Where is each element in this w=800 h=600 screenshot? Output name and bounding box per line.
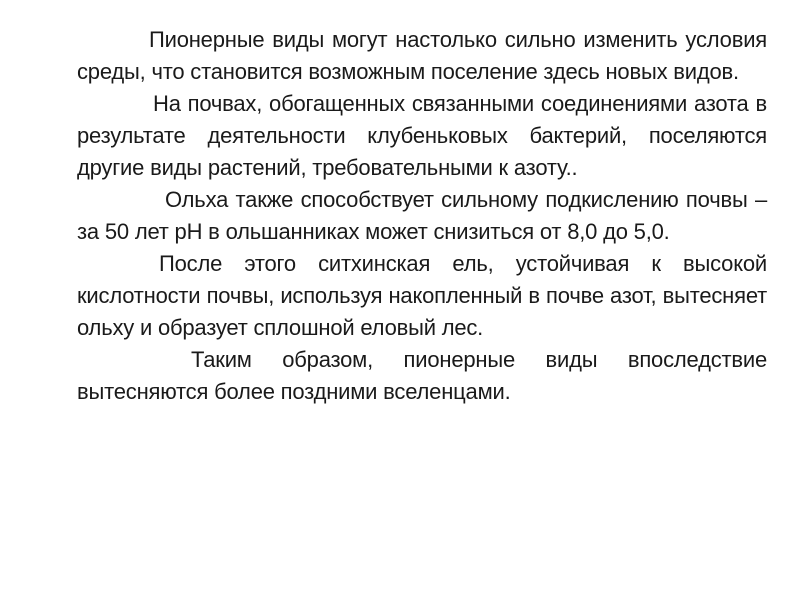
slide-text-body bbox=[77, 24, 767, 408]
paragraph-conclusion: Таким образом, пионерные виды впоследствие вытесняются более поздними вселенцами. bbox=[77, 347, 767, 404]
paragraph-alder-acidification: Ольха также способствует сильному подкислению почвы – за 50 лет рН в ольшанниках может снизиться от 8,0 до 5,0. bbox=[77, 187, 767, 244]
paragraph-sitka-spruce: После этого ситхинская ель, устойчивая к высокой кислотности почвы, используя накопленный в почве азот, вытесняет ольху и образует сплошной еловый лес. bbox=[77, 251, 767, 340]
paragraph-nitrogen-soils: На почвах, обогащенных связанными соединениями азота в результате деятельности клубеньковых бактерий, поселяются другие виды растений, требовательными к азоту.. bbox=[77, 91, 767, 180]
paragraph-pioneer-species: Пионерные виды могут настолько сильно изменить условия среды, что становится возможным поселение здесь новых видов. bbox=[77, 27, 767, 84]
